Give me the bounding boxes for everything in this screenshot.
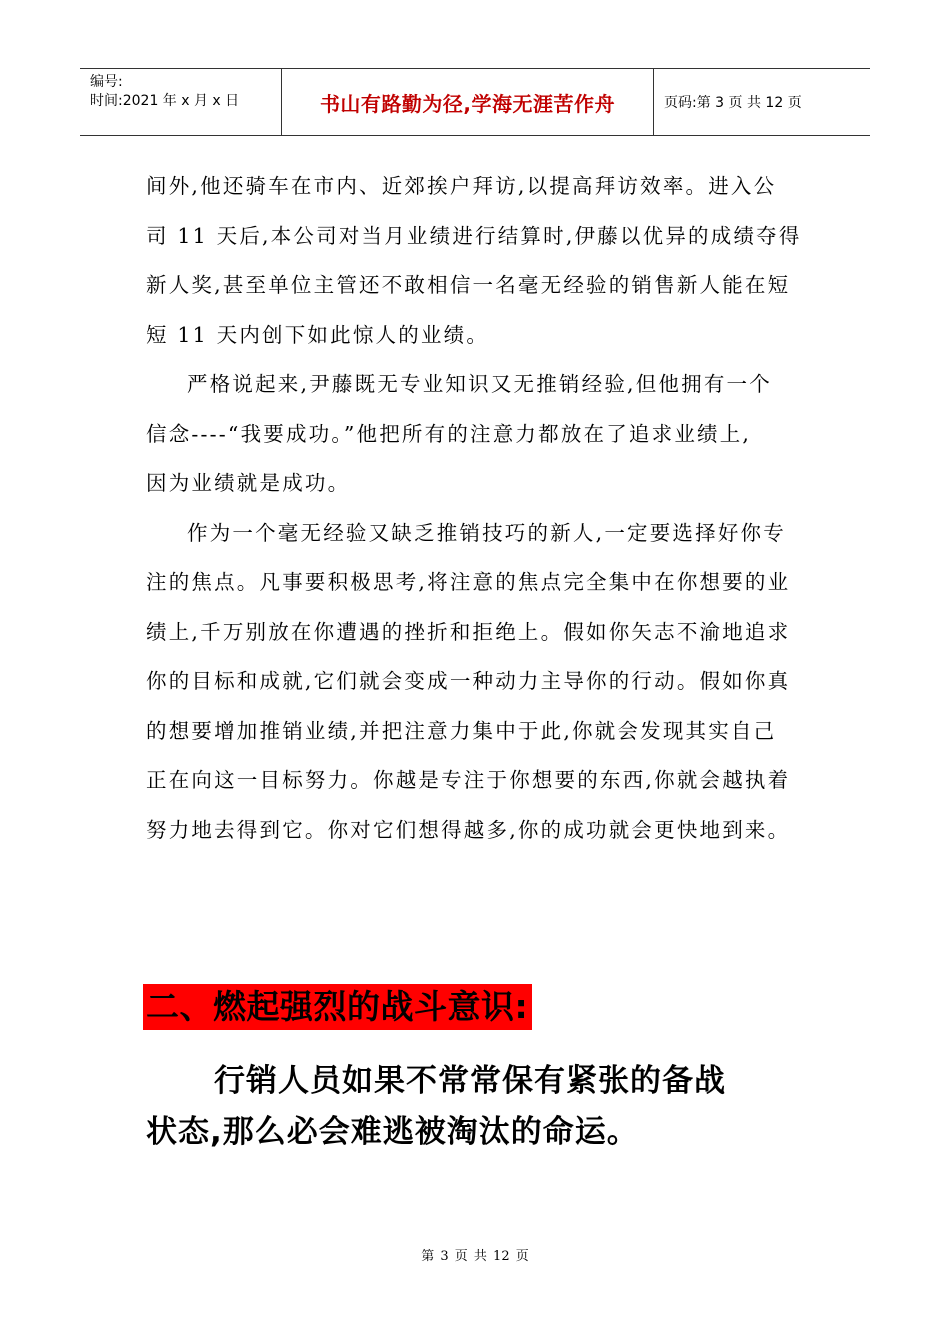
- header-motto: 书山有路勤为径,学海无涯苦作舟: [282, 69, 654, 135]
- paragraph-1: [146, 162, 808, 360]
- paragraph-line: 新人奖,甚至单位主管还不敢相信一名毫无经验的销售新人能在短: [146, 273, 791, 297]
- header-time-label: 时间:2021 年 x 月 x 日: [90, 93, 240, 109]
- paragraph-2: [146, 360, 808, 509]
- paragraph-line: 司 11 天后,本公司对当月业绩进行结算时,伊藤以优异的成绩夺得: [146, 223, 802, 248]
- header-number-label: 编号:: [90, 74, 123, 90]
- document-body: [146, 162, 808, 855]
- paragraph-line: 短 11 天内创下如此惊人的业绩。: [146, 322, 490, 347]
- paragraph-line: 的想要增加推销业绩,并把注意力集中于此,你就会发现其实自己: [146, 718, 777, 743]
- header-meta: [80, 69, 282, 135]
- section-emphasis-line: 行销人员如果不常常保有紧张的备战: [214, 1063, 726, 1099]
- header-page-label: 页码:第 3 页 共 12 页: [664, 95, 802, 111]
- paragraph-line: 正在向这一目标努力。你越是专注于你想要的东西,你就会越执着: [146, 768, 791, 792]
- paragraph-line: 你的目标和成就,它们就会变成一种动力主导你的行动。假如你真: [146, 669, 791, 693]
- page-footer: 第 3 页 共 12 页: [421, 1249, 529, 1264]
- paragraph-line: 作为一个毫无经验又缺乏推销技巧的新人,一定要选择好你专: [187, 520, 786, 545]
- paragraph-line: 努力地去得到它。你对它们想得越多,你的成功就会更快地到来。: [146, 817, 791, 842]
- paragraph-3: [146, 509, 808, 856]
- section-emphasis-line: 状态,那么必会难逃被淘汰的命运。: [146, 1114, 639, 1150]
- paragraph-line: 严格说起来,尹藤既无专业知识又无推销经验,但他拥有一个: [187, 372, 772, 396]
- section-heading: 二、燃起强烈的战斗意识:: [143, 984, 532, 1030]
- paragraph-line: 注的焦点。凡事要积极思考,将注意的焦点完全集中在你想要的业: [146, 570, 791, 594]
- paragraph-line: 信念----“我要成功。”他把所有的注意力都放在了追求业绩上,: [146, 421, 752, 446]
- section-emphasis-text: [146, 1056, 816, 1158]
- paragraph-line: 因为业绩就是成功。: [146, 471, 351, 495]
- paragraph-line: 间外,他还骑车在市内、近郊挨户拜访,以提高拜访效率。进入公: [146, 174, 777, 198]
- paragraph-line: 绩上,千万别放在你遭遇的挫折和拒绝上。假如你矢志不渝地追求: [146, 619, 791, 644]
- document-header: [80, 68, 870, 136]
